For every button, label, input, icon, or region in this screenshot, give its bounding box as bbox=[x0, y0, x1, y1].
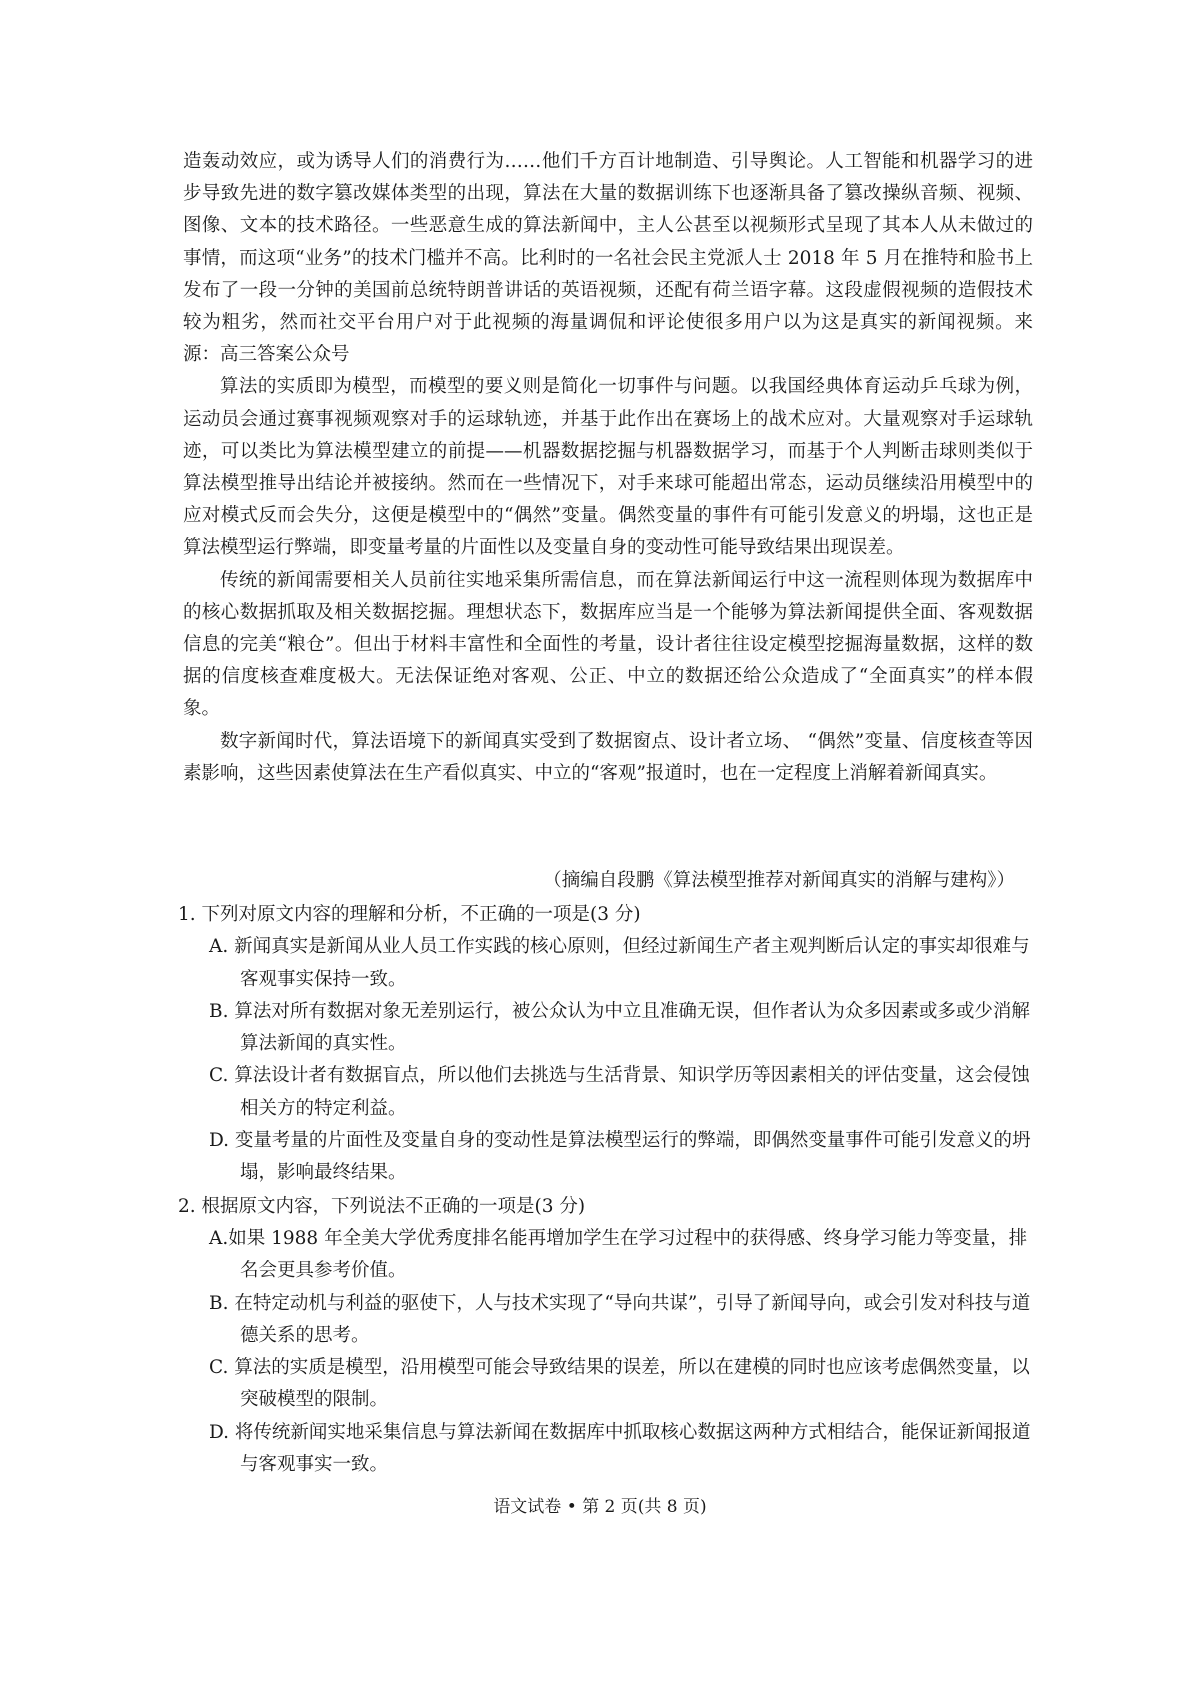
page-footer: 语文试卷 • 第 2 页(共 8 页) bbox=[493, 1497, 707, 1517]
reading-passage bbox=[183, 146, 1033, 790]
option-b: B. 在特定动机与利益的驱使下，人与技术实现了“导向共谋”，引导了新闻导向，或会引发对科技与道德关系的思考。 bbox=[209, 1292, 1031, 1346]
question-stem: 2. 根据原文内容，下列说法不正确的一项是(3 分) bbox=[178, 1195, 586, 1217]
question-1 bbox=[178, 899, 1038, 1190]
option-c: C. 算法设计者有数据盲点，所以他们去挑选与生活背景、知识学历等因素相关的评估变量，这会侵蚀相关方的特定利益。 bbox=[209, 1065, 1030, 1119]
question-stem: 1. 下列对原文内容的理解和分析，不正确的一项是(3 分) bbox=[178, 904, 641, 925]
option-d: D. 将传统新闻实地采集信息与算法新闻在数据库中抓取核心数据这两种方式相结合，能保证新闻报道与客观事实一致。 bbox=[209, 1421, 1031, 1476]
option-a: A. 新闻真实是新闻从业人员工作实践的核心原则，但经过新闻生产者主观判断后认定的事实却很难与客观事实保持一致。 bbox=[209, 936, 1030, 990]
option-a: A.如果 1988 年全美大学优秀度排名能再增加学生在学习过程中的获得感、终身学习能力等变量，排名会更具参考价值。 bbox=[209, 1227, 1028, 1282]
option-b: B. 算法对所有数据对象无差别运行，被公众认为中立且准确无误，但作者认为众多因素或多或少消解算法新闻的真实性。 bbox=[209, 1000, 1030, 1055]
question-2 bbox=[178, 1191, 1038, 1482]
passage-paragraph-1: 造轰动效应，或为诱导人们的消费行为……他们千方百计地制造、引导舆论。人工智能和机器学习的进步导致先进的数字篡改媒体类型的出现，算法在大量的数据训练下也逐渐具备了篡改操纵音频、视频、图像、文本的技术路径。一些恶意生成的算法新闻中，主人公甚至以视频形式呈现了其本人从未做过的事情，而这项“业务”的技术门槛并不高。比利时的一名社会民主党派人士 2018 年 5 月在推特和脸书上发布了一段一分钟的美国前总统特朗普讲话的英语视频，还配有荷兰语字幕。这段虚假视频的造假技术较为粗劣，然而社交平台用户对于此视频的海量调侃和评论使很多用户以为这是真实的新闻视频。来源：高三答案公众号 bbox=[183, 151, 1033, 366]
option-c: C. 算法的实质是模型，沿用模型可能会导致结果的误差，所以在建模的同时也应该考虑偶然变量，以突破模型的限制。 bbox=[209, 1357, 1030, 1411]
option-d: D. 变量考量的片面性及变量自身的变动性是算法模型运行的弊端，即偶然变量事件可能引发意义的坍塌，影响最终结果。 bbox=[209, 1130, 1031, 1184]
passage-paragraph-2: 算法的实质即为模型，而模型的要义则是简化一切事件与问题。以我国经典体育运动乒乓球为例，运动员会通过赛事视频观察对手的运球轨迹，并基于此作出在赛场上的战术应对。大量观察对手运球轨迹，可以类比为算法模型建立的前提——机器数据挖掘与机器数据学习，而基于个人判断击球则类似于算法模型推导出结论并被接纳。然而在一些情况下，对手来球可能超出常态，运动员继续沿用模型中的应对模式反而会失分，这便是模型中的“偶然”变量。偶然变量的事件有可能引发意义的坍塌，这也正是算法模型运行弊端，即变量考量的片面性以及变量自身的变动性可能导致结果出现误差。 bbox=[183, 376, 1033, 559]
passage-paragraph-3: 传统的新闻需要相关人员前往实地采集所需信息，而在算法新闻运行中这一流程则体现为数据库中的核心数据抓取及相关数据挖掘。理想状态下，数据库应当是一个能够为算法新闻提供全面、客观数据信息的完美“粮仓”。但出于材料丰富性和全面性的考量，设计者往往设定模型挖掘海量数据，这样的数据的信度核查难度极大。无法保证绝对客观、公正、中立的数据还给公众造成了“全面真实”的样本假象。 bbox=[183, 569, 1033, 720]
passage-paragraph-4: 数字新闻时代，算法语境下的新闻真实受到了数据窗点、设计者立场、 “偶然”变量、信度核查等因素影响，这些因素使算法在生产看似真实、中立的“客观”报道时，也在一定程度上消解着新闻真实。 bbox=[183, 730, 1033, 784]
question-list bbox=[178, 899, 1038, 1482]
passage-source: （摘编自段鹏《算法模型推荐对新闻真实的消解与建构》） bbox=[543, 870, 1015, 891]
